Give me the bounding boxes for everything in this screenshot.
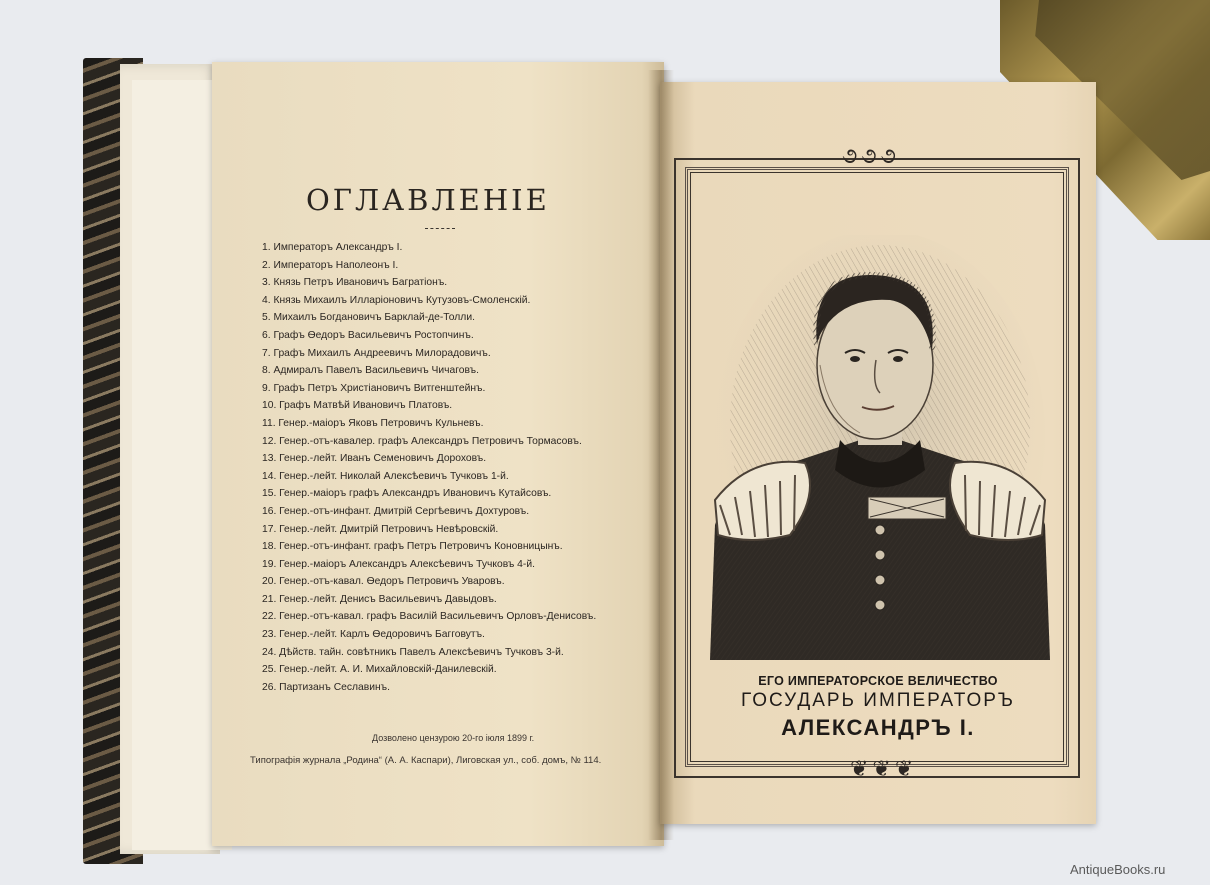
toc-entry: 4. Князь Михаилъ Илларіоновичъ Кутузовъ-Смоленскій.	[262, 294, 531, 306]
toc-entry: 9. Графъ Петръ Христіановичъ Витгенштейнъ.	[262, 382, 486, 394]
toc-list	[262, 239, 596, 696]
watermark: AntiqueBooks.ru	[1070, 862, 1166, 877]
caption-title: ЕГО ИМПЕРАТОРСКОЕ ВЕЛИЧЕСТВО	[758, 674, 998, 688]
title-divider	[425, 228, 455, 229]
printer-note: Типографія журнала „Родина“ (А. А. Каспари), Лиговская ул., соб. домъ, № 114.	[250, 755, 602, 766]
toc-entry: 24. Дѣйств. тайн. совѣтникъ Павелъ Алексѣевичъ Тучковъ 3-й.	[262, 646, 564, 658]
toc-entry: 15. Генер.-маіоръ графъ Александръ Ивановичъ Кутайсовъ.	[262, 488, 552, 500]
toc-entry: 26. Партизанъ Сеславинъ.	[262, 681, 390, 693]
toc-entry: 8. Адмиралъ Павелъ Васильевичъ Чичаговъ.	[262, 365, 479, 377]
toc-entry: 20. Генер.-отъ-кавал. Ѳедоръ Петровичъ Уваровъ.	[262, 576, 505, 588]
toc-entry: 25. Генер.-лейт. А. И. Михайловскій-Данилевскій.	[262, 664, 497, 676]
toc-entry: 12. Генер.-отъ-кавалер. графъ Александръ Петровичъ Тормасовъ.	[262, 435, 582, 447]
toc-title: ОГЛАВЛЕНІЕ	[306, 183, 550, 217]
toc-entry: 14. Генер.-лейт. Николай Алексѣевичъ Тучковъ 1-й.	[262, 470, 509, 482]
portrait-engraving	[710, 235, 1050, 660]
toc-entry: 22. Генер.-отъ-кавал. графъ Василій Васильевичъ Орловъ-Денисовъ.	[262, 611, 597, 623]
toc-entry: 23. Генер.-лейт. Карлъ Ѳедоровичъ Багговутъ.	[262, 629, 485, 641]
toc-entry: 3. Князь Петръ Ивановичъ Багратіонъ.	[262, 277, 448, 289]
toc-entry: 13. Генер.-лейт. Иванъ Семеновичъ Дороховъ.	[262, 453, 487, 465]
toc-entry: 2. Императоръ Наполеонъ I.	[262, 259, 399, 271]
toc-entry: 1. Императоръ Александръ I.	[262, 242, 403, 253]
toc-entry: 7. Графъ Михаилъ Андреевичъ Милорадовичъ.	[262, 347, 491, 359]
top-ornament: ૭૭૭	[842, 144, 900, 169]
toc-entry: 11. Генер.-маіоръ Яковъ Петровичъ Кульневъ.	[262, 417, 484, 429]
caption-name: АЛЕКСАНДРЪ I.	[781, 715, 975, 740]
censor-note: Дозволено цензурою 20-го іюля 1899 г.	[372, 733, 535, 743]
toc-entry: 6. Графъ Ѳедоръ Васильевичъ Ростопчинъ.	[262, 329, 474, 341]
toc-entry: 16. Генер.-отъ-инфант. Дмитрій Сергѣевичъ Дохтуровъ.	[262, 505, 530, 517]
book-gutter	[648, 70, 674, 840]
toc-entry: 21. Генер.-лейт. Денисъ Васильевичъ Давыдовъ.	[262, 593, 497, 605]
toc-entry: 10. Графъ Матвѣй Ивановичъ Платовъ.	[262, 400, 453, 412]
caption-rank: ГОСУДАРЬ ИМПЕРАТОРЪ	[741, 690, 1015, 711]
toc-entry: 5. Михаилъ Богдановичъ Барклай-де-Толли.	[262, 312, 475, 324]
bottom-ornament: ❦❦❦	[850, 757, 918, 782]
toc-entry: 18. Генер.-отъ-инфант. графъ Петръ Петровичъ Коновницынъ.	[262, 541, 563, 553]
toc-entry: 19. Генер.-маіоръ Александръ Алексѣевичъ Тучковъ 4-й.	[262, 558, 535, 570]
toc-entry: 17. Генер.-лейт. Дмитрій Петровичъ Невѣровскій.	[262, 523, 499, 535]
